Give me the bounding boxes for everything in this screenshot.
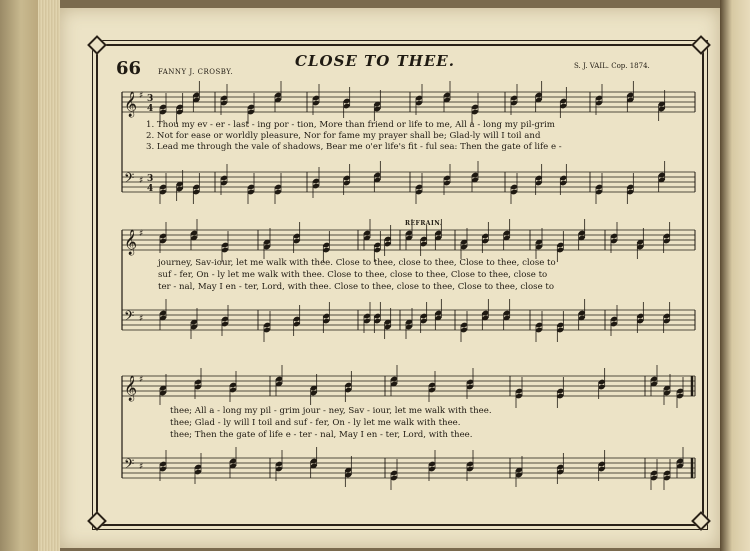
- time-signature: 4: [147, 104, 154, 114]
- key-signature-sharp: ♯: [139, 176, 144, 186]
- copyright-year: Cop. 1874.: [611, 62, 650, 70]
- lyric-line: 2. Not for ease or worldly pleasure, Nor for fame my prayer shall be; Glad-ly will I toil and: [146, 131, 541, 141]
- page-number: 66: [116, 58, 142, 79]
- lyric-line: journey, Sav-iour, let me walk with thee. Close to thee, close to thee, Close to thee, close to: [158, 258, 556, 268]
- lyric-line: ter - nal, May I en - ter, Lord, with thee. Close to thee, close to thee, Close to thee, close to: [158, 282, 555, 292]
- hymn-title: CLOSE TO THEE.: [295, 52, 455, 70]
- refrain-label: REFRAIN.: [405, 220, 443, 227]
- author-credit: FANNY J. CROSBY.: [158, 68, 234, 76]
- lyric-line: 3. Lead me through the vale of shadows, Bear me o'er life's fit - ful sea: Then the gate of life e -: [146, 142, 562, 152]
- key-signature-sharp: ♯: [139, 229, 144, 239]
- composer-name: S. J. VAIL.: [574, 62, 609, 70]
- key-signature-sharp: ♯: [139, 91, 144, 101]
- treble-clef: 𝄞: [124, 230, 138, 255]
- lyric-line: 1. Thou my ev - er - last - ing por - tion, More than friend or life to me, All a - long my pil-grim: [146, 120, 555, 130]
- time-signature: 3: [147, 174, 154, 184]
- key-signature-sharp: ♯: [139, 462, 144, 472]
- bass-clef: 𝄢: [124, 456, 135, 475]
- lyric-line: thee; Then the gate of life e - ter - nal, May I en - ter, Lord, with thee.: [170, 430, 473, 440]
- treble-clef: 𝄞: [124, 92, 138, 117]
- key-signature-sharp: ♯: [139, 375, 144, 385]
- lyric-line: thee; All a - long my pil - grim jour - ney, Sav - iour, let me walk with thee.: [170, 406, 492, 416]
- bass-clef: 𝄢: [124, 170, 135, 189]
- time-signature: 3: [147, 94, 154, 104]
- bass-clef: 𝄢: [124, 308, 135, 327]
- lyric-line: suf - fer, On - ly let me walk with thee. Close to thee, close to thee, Close to thee, close to: [158, 270, 548, 280]
- lyric-line: thee; Glad - ly will I toil and suf - fer, On - ly let me walk with thee.: [170, 418, 461, 428]
- treble-clef: 𝄞: [124, 376, 138, 401]
- key-signature-sharp: ♯: [139, 314, 144, 324]
- time-signature: 4: [147, 184, 154, 194]
